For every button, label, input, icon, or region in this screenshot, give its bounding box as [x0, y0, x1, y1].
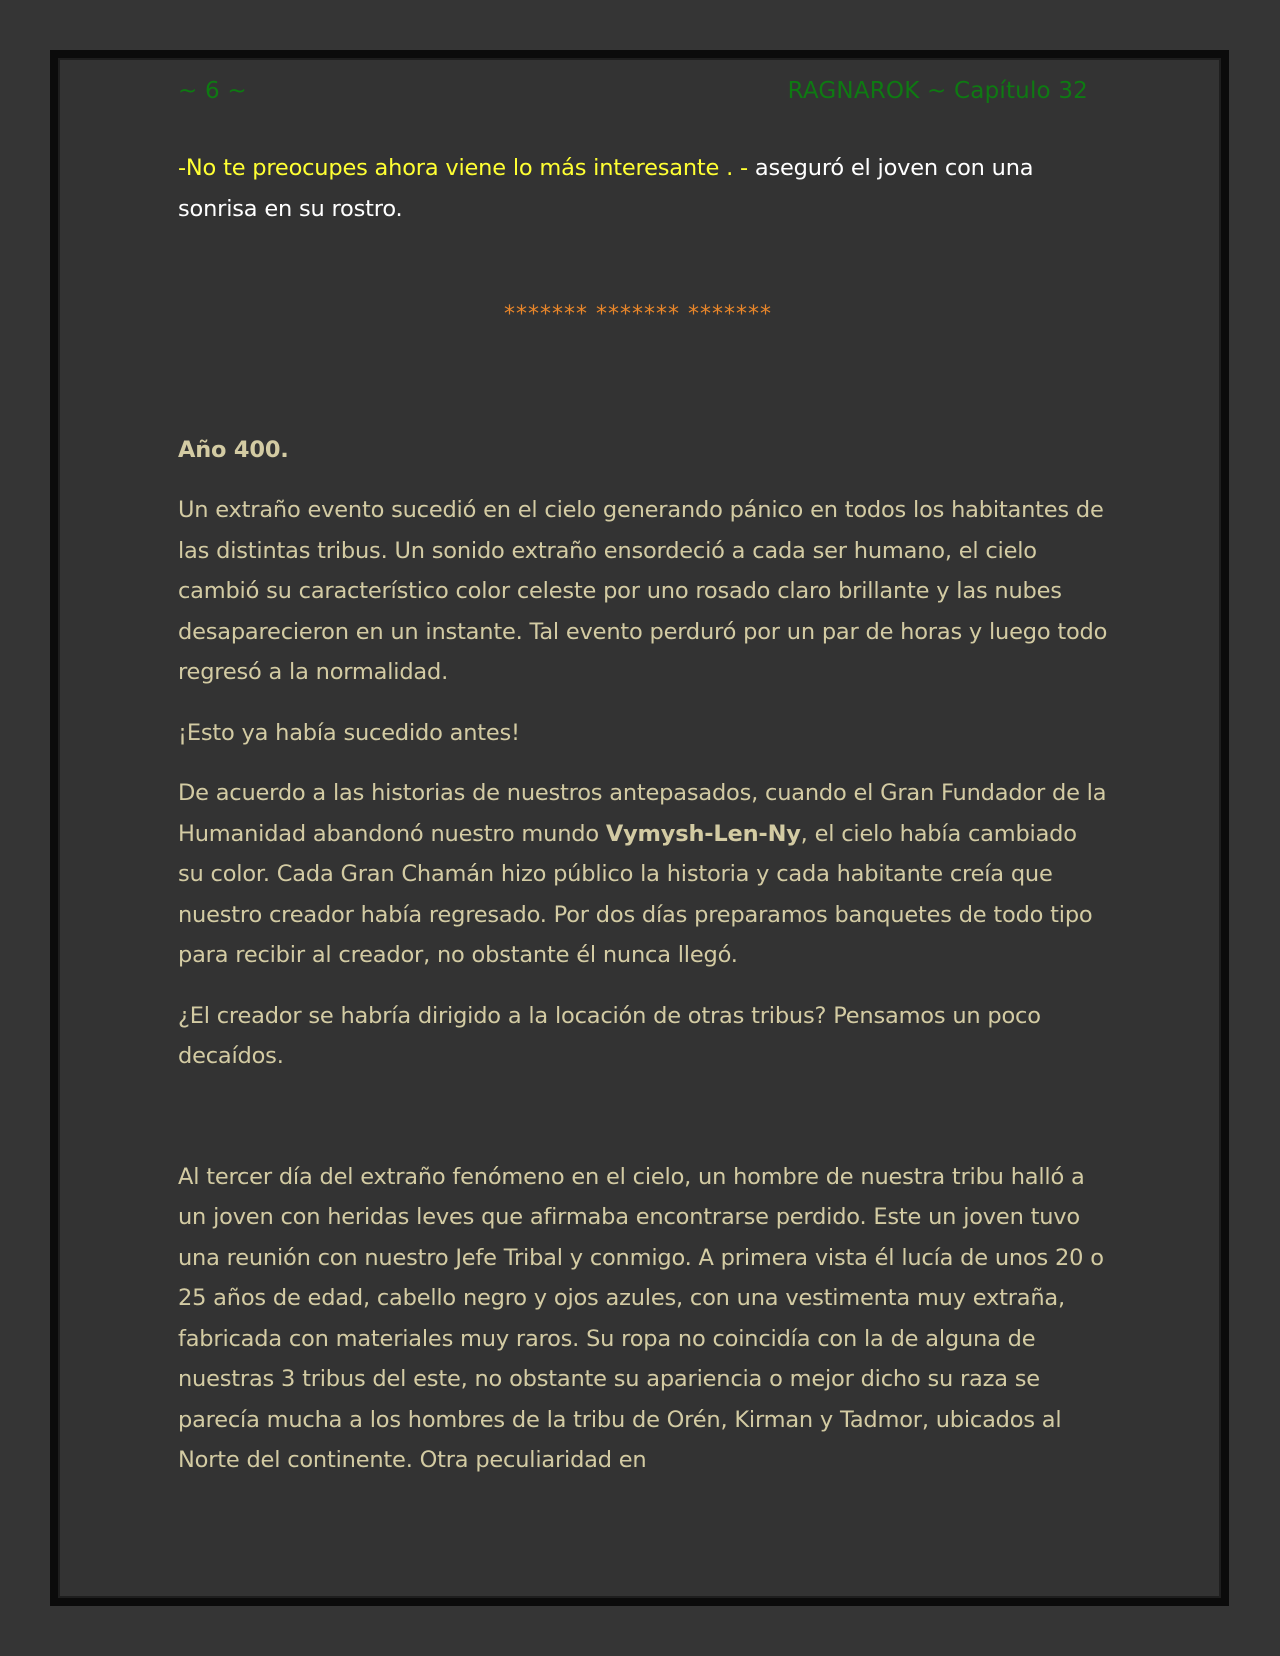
paragraph-history: [178, 773, 1108, 976]
page-content: [178, 148, 1108, 1481]
page-header: [178, 78, 1088, 110]
dialogue-paragraph: [178, 148, 1108, 229]
paragraph-exclamation: ¡Esto ya había sucedido antes!: [178, 719, 520, 746]
paragraph-history-end: , el cielo había cambiado su color. Cada Gran Chamán hizo público la historia y cada habitante creía que nuestro creador había regresado. Por dos días preparamos banquetes de todo tipo para recibir al creador, no obstante él nunca llegó.: [178, 820, 1093, 968]
paragraph-event: Un extraño evento sucedió en el cielo generando pánico en todos los habitantes de las distintas tribus. Un sonido extraño ensordeció a cada ser humano, el cielo cambió su característico color celeste por uno rosado claro brillante y las nubes desaparecieron en un instante. Tal evento perduró por un par de horas y luego todo regresó a la normalidad.: [178, 497, 1108, 685]
running-title: RAGNAROK ~ Capítulo 32: [787, 78, 1088, 104]
section-separator: ******* ******* *******: [504, 302, 772, 327]
year-heading: Año 400.: [178, 436, 289, 463]
paragraph-third-day: Al tercer día del extraño fenómeno en el cielo, un hombre de nuestra tribu halló a un joven con heridas leves que afirmaba encontrarse perdido. Este un joven tuvo una reunión con nuestro Jefe Tribal y conmigo. A primera vista él lucía de unos 20 o 25 años de edad, cabello negro y ojos azules, con una vestimenta muy extraña, fabricada con materiales muy raros. Su ropa no coincidía con la de alguna de nuestras 3 tribus del este, no obstante su apariencia o mejor dicho su raza se parecía mucha a los hombres de la tribu de Orén, Kirman y Tadmor, ubicados al Norte del continente. Otra peculiaridad en: [178, 1163, 1104, 1473]
paragraph-history-start: De acuerdo a las historias de nuestros antepasados, cuando el Gran Fundador de la Humanidad abandonó nuestro mundo: [178, 780, 1107, 847]
page-number: ~ 6 ~: [178, 78, 247, 104]
paragraph-question: ¿El creador se habría dirigido a la locación de otras tribus? Pensamos un poco decaídos.: [178, 1002, 1041, 1069]
dialogue-speech: -No te preocupes ahora viene lo más interesante . -: [178, 155, 748, 181]
world-name: Vymysh-Len-Ny: [605, 820, 801, 847]
dialogue-narration: aseguró el joven con una sonrisa en su rostro.: [178, 155, 1034, 222]
